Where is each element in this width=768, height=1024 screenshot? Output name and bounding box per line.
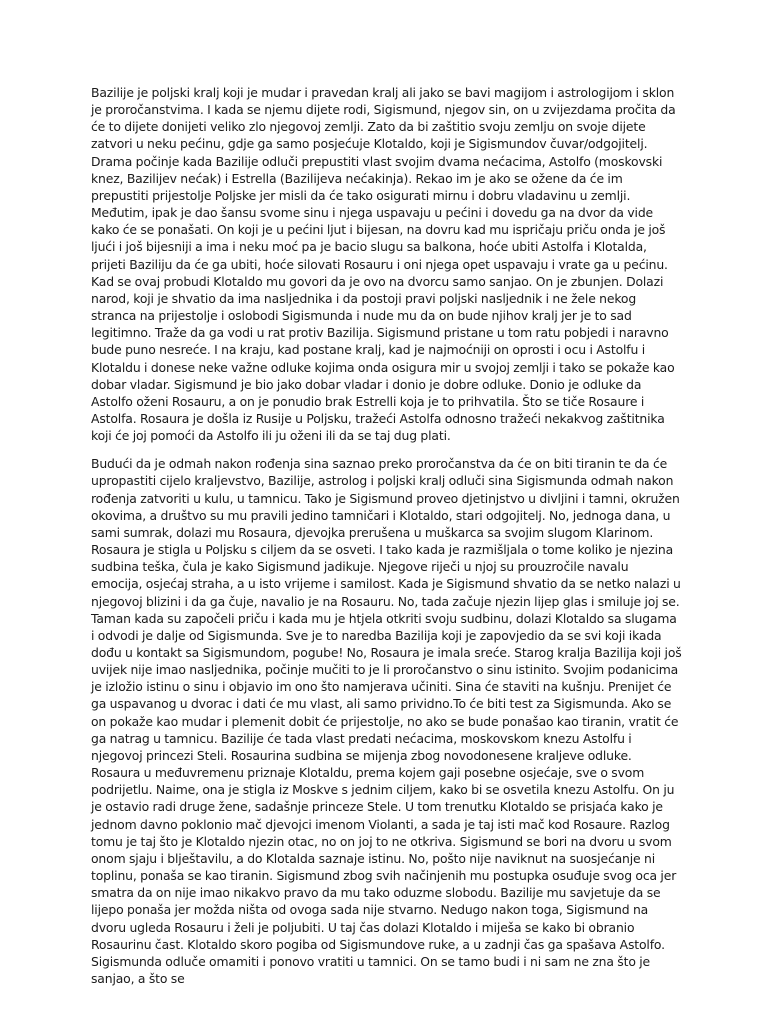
paragraph-1: Bazilije je poljski kralj koji je mudar i pravedan kralj ali jako se bavi magijom i astrologijom i sklon je proročanstvima. I kada se njemu dijete rodi, Sigismund, njegov sin, on u zvijezdama pročita da će to dijete donijeti veliko zlo njegovoj zemlji. Zato da bi zaštitio svoju zemlju on svoje dijete zatvori u neku pećinu, gdje ga samo posjećuje Klotaldo, koji je Sigismundov čuvar/odgojitelj. Drama počinje kada Bazilije odluči prepustiti vlast svojim dvama nećacima, Astolfo (moskovski knez, Bazilijev nećak) i Estrella (Bazilijeva nećakinja). Rekao im je ako se ožene da će im prepustiti prijestolje Poljske jer misli da će tako osigurati mirnu i dobru vladavinu u zemlji. Međutim, ipak je dao šansu svome sinu i njega uspavaju u pećini i dovedu ga na dvor da vide kako će se ponašati. On koji je u pećini ljut i bijesan, na dovru kad mu ispričaju priču onda je još ljući i još bijesniji a ima i neku moć pa je bacio slugu sa balkona, hoće ubiti Astolfa i Klotalda, prijeti Baziliju da će ga ubiti, hoće silovati Rosauru i oni njega opet uspavaju i vrate ga u pećinu. Kad se ovaj probudi Klotaldo mu govori da je ovo na dvorcu samo sanjao. On je zbunjen. Dolazi narod, koji je shvatio da ima nasljednika i da postoji pravi poljski nasljednik i ne žele nekog stranca na prijestolje i oslobodi Sigismunda i nude mu da on bude njihov kralj jer je to sad legitimno. Traže da ga vodi u rat protiv Bazilija. Sigismund pristane u tom ratu pobjedi i naravno bude puno nesreće. I na kraju, kad postane kralj, kad je najmoćniji on oprosti i ocu i Astolfu i Klotaldu i donese neke važne odluke kojima onda osigura mir u svojoj zemlji i tako se pokaže kao dobar vladar. Sigismund je bio jako dobar vladar i donio je dobre odluke. Donio je odluke da Astolfo oženi Rosauru, a on je ponudio brak Estrelli koja je to prihvatila. Što se tiče Rosaure i Astolfa. Rosaura je došla iz Rusije u Poljsku, tražeći Astolfa odnosno tražeći nekakvog zaštitnika koji će joj pomoći da Astolfo ili ju oženi ili da se taj dug plati.: [91, 85, 676, 444]
paragraph-2: Budući da je odmah nakon rođenja sina saznao preko proročanstva da će on biti tiranin te da će upropastiti cijelo kraljevstvo, Bazilije, astrolog i poljski kralj odluči sina Sigismunda odmah nakon rođenja zatvoriti u kulu, u tamnicu. Tako je Sigismund proveo djetinjstvo u divljini i tamni, okružen okovima, a društvo su mu pravili jedino tamničari i Klotaldo, stari odgojitelj. No, jednoga dana, u sami sumrak, dolazi mu Rosaura, djevojka prerušena u muškarca sa svojim slugom Klarinom. Rosaura je stigla u Poljsku s ciljem da se osveti. I tako kada je razmišljala o tome koliko je njezina sudbina teška, čula je kako Sigismund jadikuje. Njegove riječi u njoj su prouzročile navalu emocija, osjećaj straha, a u isto vrijeme i samilost. Kada je Sigismund shvatio da se netko nalazi u njegovoj blizini i da ga čuje, navalio je na Rosauru. No, tada začuje njezin lijep glas i smiluje joj se. Taman kada su započeli priču i kada mu je htjela otkriti svoju sudbinu, dolazi Klotaldo sa slugama i odvodi je dalje od Sigismunda. Sve je to naredba Bazilija koji je zapovjedio da se svi koji ikada dođu u kontakt sa Sigismundom, pogube! No, Rosaura je imala sreće. Starog kralja Bazilija koji još uvijek nije imao nasljednika, počinje mučiti to je li proročanstvo o sinu istinito. Svojim podanicima je izložio istinu o sinu i objavio im ono što namjerava učiniti. Sina će staviti na kušnju. Prenijet će ga uspavanog u dvorac i dati će mu vlast, ali samo prividno.To će biti test za Sigismunda. Ako se on pokaže kao mudar i plemenit dobit će prijestolje, no ako se bude ponašao kao tiranin, vratit će ga natrag u tamnicu. Bazilije će tada vlast predati nećacima, moskovskom knezu Astolfu i njegovoj princezi Steli. Rosaurina sudbina se mijenja zbog novodonesene kraljeve odluke. Rosaura u međuvremenu priznaje Klotaldu, prema kojem gaji posebne osjećaje, sve o svom podrijetlu. Naime, ona je stigla iz Moskve s jednim ciljem, kako bi se osvetila knezu Astolfu. On ju je ostavio radi druge žene, sadašnje princeze Stele. U tom trenutku Klotaldo se prisjaća kako je jednom davno poklonio mač djevojci imenom Violanti, a sada je taj isti mač kod Rosaure. Razlog tomu je taj što je Klotaldo njezin otac, no on joj to ne otkriva. Sigismund se bori na dvoru u svom onom sjaju i blještavilu, a do Klotalda saznaje istinu. No, pošto nije naviknut na suosjećanje ni toplinu, ponaša se kao tiranin. Sigismund zbog svih načinjenih mu postupka osuđuje svog oca jer smatra da on nije imao nikakvo pravo da mu tako oduzme slobodu. Bazilije mu savjetuje da se lijepo ponaša jer možda ništa od ovoga sada nije stvarno. Nedugo nakon toga, Sigismund na dvoru ugleda Rosauru i želi je poljubiti. U taj čas dolazi Klotaldo i miješa se kako bi obranio Rosaurinu čast. Klotaldo skoro pogiba od Sigismundove ruke, a u zadnji čas ga spašava Astolfo. Sigismunda odluče omamiti i ponovo vratiti u tamnici. On se tamo budi i ni sam ne zna što je sanjao, a što se: [91, 456, 682, 986]
document-page: [91, 84, 683, 987]
